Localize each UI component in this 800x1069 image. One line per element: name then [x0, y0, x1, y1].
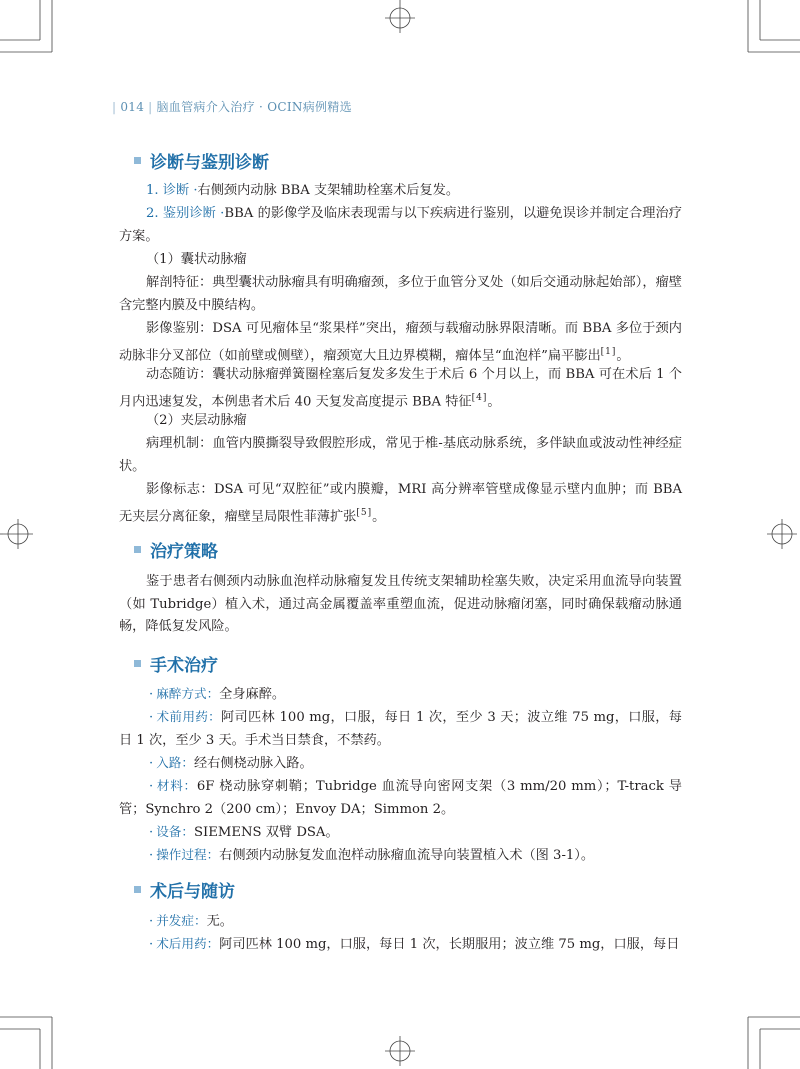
- dot-bullet-icon: ·: [149, 825, 154, 840]
- surgery-item-materials: [119, 775, 682, 821]
- imaging-sign-paragraph: 影像标志：DSA 可见“双腔征”或内膜瓣，MRI 高分辨率管壁成像显示壁内血肿；而 BBA 无夹层分离征象，瘤壁呈局限性菲薄扩张[5]。: [119, 482, 682, 524]
- citation-5: [5]: [356, 507, 373, 518]
- item-label: 术后用药：: [156, 936, 220, 951]
- item-label: 设备：: [156, 824, 194, 839]
- dot-bullet-icon: ·: [149, 848, 154, 863]
- item-text: 阿司匹林 100 mg，口服，每日 1 次，长期服用；波立维 75 mg，口服，每日: [219, 937, 680, 952]
- item-text: 右侧颈内动脉复发血泡样动脉瘤血流导向装置植入术（图 3-1）。: [219, 848, 595, 863]
- item-label: 术前用药：: [156, 709, 222, 724]
- surgery-item-preop-medication: [119, 706, 682, 752]
- running-header: | 014 | 脑血管病介入治疗 · OCIN病例精选: [112, 100, 352, 114]
- square-bullet-icon: [134, 546, 141, 553]
- page-number: 014: [120, 100, 145, 114]
- item-label: 材料：: [156, 778, 197, 793]
- follow-up-paragraph: 动态随访：囊状动脉瘤弹簧圈栓塞后复发多发生于术后 6 个月以上，而 BBA 可在术后 1 个月内迅速复发，本例患者术后 40 天复发高度提示 BBA 特征[4]。: [119, 367, 682, 409]
- dot-bullet-icon: ·: [149, 756, 154, 771]
- square-bullet-icon: [134, 886, 141, 893]
- surgery-item-procedure: [119, 844, 682, 868]
- item-label: 并发症：: [156, 913, 207, 928]
- item-text: 无。: [206, 914, 233, 929]
- item-text: 经右侧桡动脉入路。: [193, 756, 313, 771]
- item-text: SIEMENS 双臂 DSA。: [193, 825, 339, 840]
- subheading-dissecting: （2）夹层动脉瘤: [146, 413, 247, 428]
- strategy-paragraph: 鉴于患者右侧颈内动脉血泡样动脉瘤复发且传统支架辅助栓塞失败，决定采用血流导向装置（如 Tubridge）植入术，通过高金属覆盖率重塑血流，促进动脉瘤闭塞，同时确保载瘤动脉通畅，降低复发风险。: [119, 574, 682, 635]
- surgery-item-access: [119, 752, 682, 776]
- dot-bullet-icon: ·: [149, 687, 154, 702]
- dot-bullet-icon: ·: [149, 914, 154, 929]
- item-label: 操作过程：: [156, 847, 220, 862]
- imaging-text: 影像鉴别：DSA 可见瘤体呈“浆果样”突出，瘤颈与载瘤动脉界限清晰。而 BBA 多位于颈内动脉非分叉部位（如前壁或侧壁），瘤颈宽大且边界模糊，瘤体呈“血泡样”扁平膨出: [119, 321, 682, 363]
- item-text: 全身麻醉。: [219, 687, 286, 702]
- follow-up-text: 动态随访：囊状动脉瘤弹簧圈栓塞后复发多发生于术后 6 个月以上，而 BBA 可在术后 1 个月内迅速复发，本例患者术后 40 天复发高度提示 BBA 特征: [119, 367, 682, 409]
- section-heading-diagnosis: [119, 148, 269, 173]
- diagnosis-text: 右侧颈内动脉 BBA 支架辅助栓塞术后复发。: [197, 183, 460, 198]
- surgery-item-anesthesia: [119, 683, 682, 707]
- item-text: 阿司匹林 100 mg，口服，每日 1 次，至少 3 天；波立维 75 mg，口服，每日 1 次，至少 3 天。手术当日禁食，不禁药。: [119, 710, 682, 748]
- section-heading-surgery: [119, 651, 218, 676]
- dot-bullet-icon: ·: [149, 710, 154, 725]
- anatomy-paragraph: 解剖特征：典型囊状动脉瘤具有明确瘤颈，多位于血管分叉处（如后交通动脉起始部），瘤壁含完整内膜及中膜结构。: [119, 275, 682, 313]
- square-bullet-icon: [134, 660, 141, 667]
- square-bullet-icon: [134, 157, 141, 164]
- differential-label: 2. 鉴别诊断 ·: [146, 206, 225, 221]
- differential-paragraph: [119, 203, 682, 248]
- section-title: 诊断与鉴别诊断: [150, 153, 269, 173]
- imaging-differential-paragraph: 影像鉴别：DSA 可见瘤体呈“浆果样”突出，瘤颈与载瘤动脉界限清晰。而 BBA 多位于颈内动脉非分叉部位（如前壁或侧壁），瘤颈宽大且边界模糊，瘤体呈“血泡样”扁平膨出[1]。: [119, 321, 682, 363]
- section-heading-followup: [119, 877, 235, 902]
- section-title: 手术治疗: [150, 656, 218, 676]
- item-text: 6F 桡动脉穿刺鞘；Tubridge 血流导向密网支架（3 mm/20 mm）；T-track 导管；Synchro 2（200 cm）；Envoy DA；Simmon 2。: [119, 779, 682, 817]
- followup-item-complications: [119, 910, 682, 934]
- item-label: 麻醉方式：: [156, 686, 220, 701]
- diagnosis-paragraph: [119, 180, 682, 203]
- section-title: 治疗策略: [150, 542, 218, 562]
- diagnosis-label: 1. 诊断 ·: [146, 183, 198, 198]
- imaging-sign-text: 影像标志：DSA 可见“双腔征”或内膜瓣，MRI 高分辨率管壁成像显示壁内血肿；而 BBA 无夹层分离征象，瘤壁呈局限性菲薄扩张: [119, 482, 682, 524]
- pathology-paragraph: 病理机制：血管内膜撕裂导致假腔形成，常见于椎-基底动脉系统，多伴缺血或波动性神经症状。: [119, 436, 682, 474]
- differential-text: BBA 的影像学及临床表现需与以下疾病进行鉴别，以避免误诊并制定合理治疗方案。: [119, 206, 682, 244]
- citation-1: [1]: [600, 346, 617, 357]
- citation-4: [4]: [471, 392, 488, 403]
- dot-bullet-icon: ·: [149, 937, 154, 952]
- section-heading-strategy: [119, 537, 218, 562]
- subheading-saccular: （1）囊状动脉瘤: [146, 252, 247, 267]
- surgery-item-equipment: [119, 821, 682, 845]
- followup-item-postop-medication: [119, 933, 682, 957]
- book-title: 脑血管病介入治疗 · OCIN病例精选: [156, 100, 352, 114]
- dot-bullet-icon: ·: [149, 779, 154, 794]
- item-label: 入路：: [156, 755, 194, 770]
- section-title: 术后与随访: [150, 882, 235, 902]
